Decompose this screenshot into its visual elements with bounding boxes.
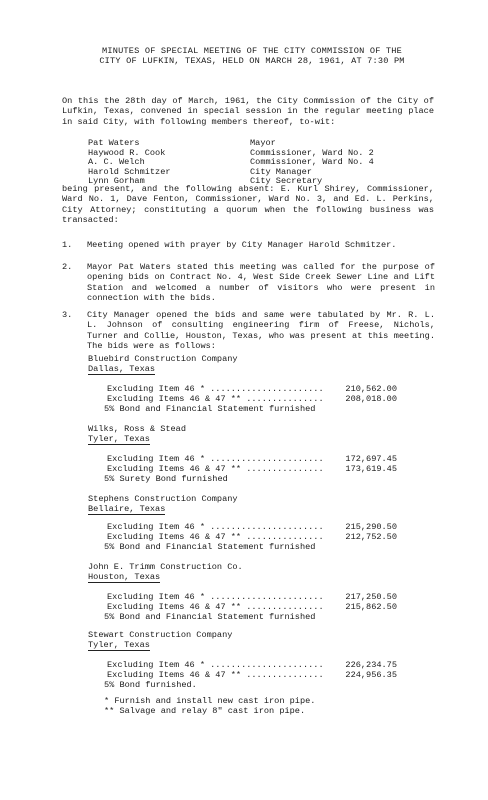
bidder-company: Stephens Construction Company <box>88 494 238 504</box>
bid-line-amount: 215,862.50 <box>345 602 397 612</box>
bid-line <box>107 522 397 532</box>
member-row <box>88 138 374 148</box>
bid-line-label: Excluding Item 46 * ...................... <box>107 454 324 464</box>
bidder-company: John E. Trimm Construction Co. <box>88 562 243 572</box>
minutes-title-line-2: CITY OF LUFKIN, TEXAS, HELD ON MARCH 28, 1961, AT 7:30 PM <box>99 56 405 66</box>
bid-line-label: Excluding Item 46 * ...................... <box>107 592 324 602</box>
bid-line-amount: 226,234.75 <box>345 660 397 670</box>
item-number: 2. <box>62 262 73 272</box>
bid-line <box>107 384 397 394</box>
bid-line-amount: 215,290.50 <box>345 522 397 532</box>
bidder-company: Bluebird Construction Company <box>88 354 238 364</box>
bid-line <box>107 592 397 602</box>
member-name: Haywood R. Cook <box>88 147 166 158</box>
member-row <box>88 167 374 177</box>
bid-line <box>107 532 397 542</box>
bid-line <box>107 670 397 680</box>
member-name: Harold Schmitzer <box>88 166 171 177</box>
bid-line <box>107 454 397 464</box>
absent-paragraph: being present, and the following absent: E. Kurl Shirey, Commissioner, Ward No. 1, Dave Fenton, Commissioner, Ward No. 3, and Ed. L. Perkins, City Attorney; constituting a quorum when the following business was transacted: <box>62 184 434 226</box>
bidder-location-wrap <box>88 504 428 515</box>
bid-line-amount: 173,619.45 <box>345 464 397 474</box>
members-present-list <box>88 138 374 186</box>
bid-line-amount: 217,250.50 <box>345 592 397 602</box>
bid-line <box>107 394 397 404</box>
item-text: Mayor Pat Waters stated this meeting was called for the purpose of opening bids on Contract No. 4, West Side Creek Sewer Line and Lift Station and welcomed a number of visitors who were present in connection with the bids. <box>87 262 435 304</box>
member-title: City Secretary <box>250 176 323 187</box>
item-number: 1. <box>62 240 73 250</box>
bid-line-amount: 210,562.00 <box>345 384 397 394</box>
intro-paragraph: On this the 28th day of March, 1961, the City Commission of the City of Lufkin, Texas, convened in special session in the regular meeting place in said City, with following members thereof, to-wit: <box>62 96 434 127</box>
bid-note: 5% Bond furnished. <box>104 680 197 690</box>
bidder-location-wrap <box>88 572 428 583</box>
bid-line-amount: 224,956.35 <box>345 670 397 680</box>
bid-line-label: Excluding Items 46 & 47 ** ............... <box>107 602 324 612</box>
bid-line-label: Excluding Items 46 & 47 ** ............... <box>107 670 324 680</box>
bid-line-label: Excluding Item 46 * ...................... <box>107 384 324 394</box>
bidder-location-wrap <box>88 364 428 375</box>
member-row <box>88 148 374 158</box>
member-title: City Manager <box>250 166 312 177</box>
bidder-location-wrap <box>88 640 428 651</box>
footnote-double-asterisk: ** Salvage and relay 8" cast iron pipe. <box>104 706 306 716</box>
member-name: A. C. Welch <box>88 157 145 168</box>
bid-note: 5% Bond and Financial Statement furnished <box>104 612 316 622</box>
footnote-single-asterisk: * Furnish and install new cast iron pipe. <box>104 696 316 706</box>
member-title: Commissioner, Ward No. 4 <box>250 157 374 168</box>
member-row <box>88 157 374 167</box>
member-name: Lynn Gorham <box>88 176 145 187</box>
item-text: Meeting opened with prayer by City Manager Harold Schmitzer. <box>87 240 397 250</box>
bid-note: 5% Bond and Financial Statement furnished <box>104 542 316 552</box>
bid-line-label: Excluding Item 46 * ...................... <box>107 660 324 670</box>
bid-line <box>107 464 397 474</box>
bid-line-amount: 172,697.45 <box>345 454 397 464</box>
bidder-location: Tyler, Texas <box>88 640 150 650</box>
bid-line <box>107 660 397 670</box>
bidder-company: Stewart Construction Company <box>88 630 233 640</box>
bidder-location: Dallas, Texas <box>88 364 156 374</box>
bid-note: 5% Bond and Financial Statement furnished <box>104 404 316 414</box>
bidder-location: Bellaire, Texas <box>88 504 166 514</box>
bidder-location-wrap <box>88 434 428 445</box>
bidder-location: Tyler, Texas <box>88 434 150 444</box>
item-number: 3. <box>62 310 73 320</box>
bidder-company: Wilks, Ross & Stead <box>88 424 186 434</box>
bid-line-amount: 208,018.00 <box>345 394 397 404</box>
bid-line-label: Excluding Item 46 * ...................... <box>107 522 324 532</box>
member-name: Pat Waters <box>88 138 140 148</box>
bid-line-label: Excluding Items 46 & 47 ** ............... <box>107 532 324 542</box>
bid-line-label: Excluding Items 46 & 47 ** ............... <box>107 464 324 474</box>
member-title: Mayor <box>250 138 276 148</box>
item-text: City Manager opened the bids and same were tabulated by Mr. R. L. L. Johnson of consulting engineering firm of Freese, Nichols, Turner and Collie, Houston, Texas, who was present at this meeting. The bids were as follows: <box>87 310 435 352</box>
minutes-title-line-1: MINUTES OF SPECIAL MEETING OF THE CITY COMMISSION OF THE <box>102 46 402 56</box>
member-title: Commissioner, Ward No. 2 <box>250 147 374 158</box>
bid-line <box>107 602 397 612</box>
bidder-location: Houston, Texas <box>88 572 161 582</box>
bid-line-label: Excluding Items 46 & 47 ** ............... <box>107 394 324 404</box>
bid-line-amount: 212,752.50 <box>345 532 397 542</box>
bid-note: 5% Surety Bond furnished <box>104 474 228 484</box>
